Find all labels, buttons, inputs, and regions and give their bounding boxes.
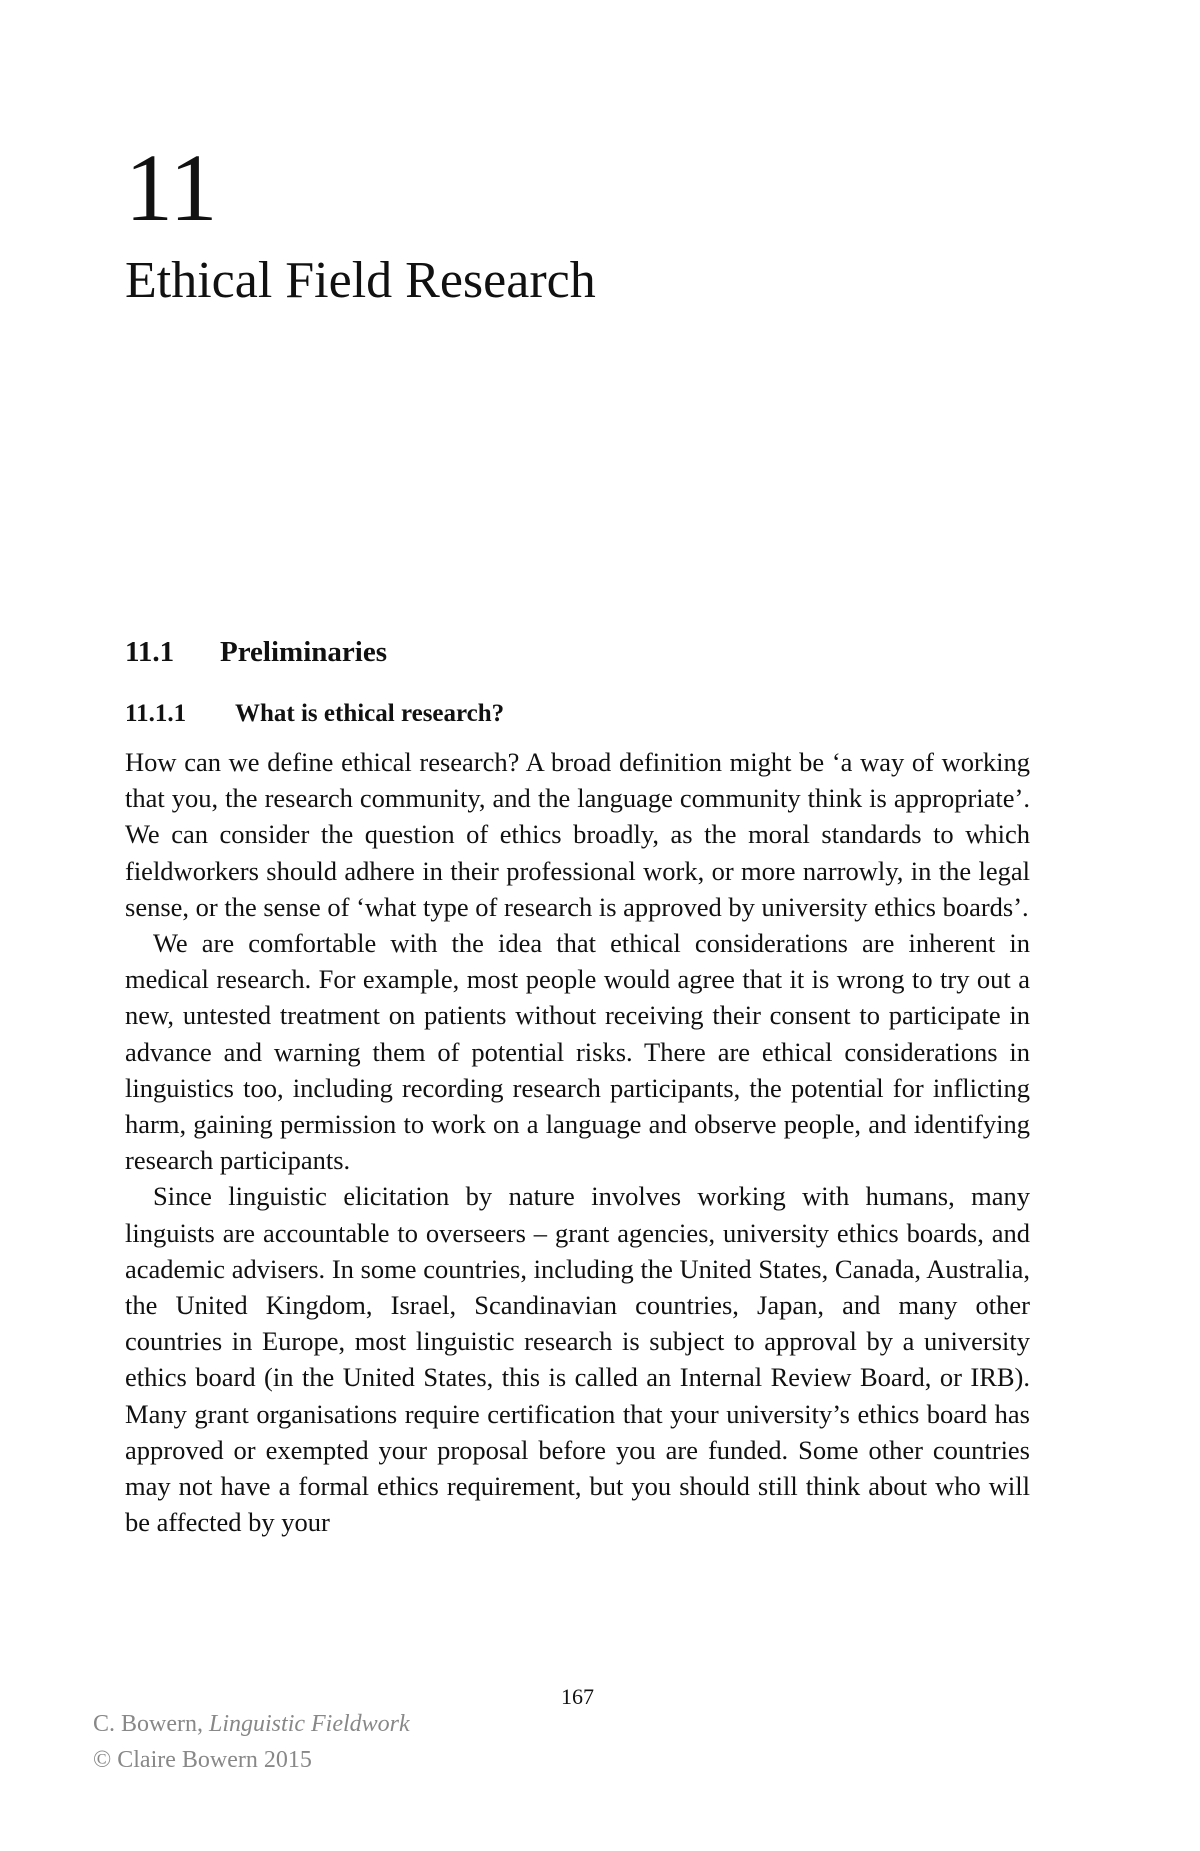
citation-line	[93, 1706, 410, 1742]
citation-book-title: Linguistic Fieldwork	[209, 1711, 410, 1737]
copyright-notice: © Claire Bowern 2015	[93, 1747, 312, 1773]
section-heading	[125, 636, 387, 669]
page-number: 167	[561, 1684, 594, 1709]
citation-author: C. Bowern,	[93, 1711, 203, 1737]
section-number: 11.1	[125, 636, 175, 668]
body-text	[125, 744, 1030, 1540]
chapter-number: 11	[125, 134, 218, 241]
paragraph: We are comfortable with the idea that ethical considerations are inherent in medical research. For example, most people would agree that it is wrong to try out a new, untested treatment on patients without receiving their consent to participate in advance and warning them of potential risks. There are ethical considerations in linguistics too, including recording research participants, the potential for inflicting harm, gaining permission to work on a language and observe people, and identifying research participants.	[125, 928, 1030, 1176]
section-title: Preliminaries	[220, 636, 387, 668]
subsection-number: 11.1.1	[125, 700, 187, 727]
paragraph: How can we define ethical research? A broad definition might be ‘a way of working that you, the research community, and the language community think is appropriate’. We can consider the question of ethics broadly, as the moral standards to which fieldworkers should adhere in their professional work, or more narrowly, in the legal sense, or the sense of ‘what type of research is approved by university ethics boards’.	[125, 747, 1030, 922]
subsection-title: What is ethical research?	[235, 700, 505, 727]
footer-citation	[93, 1706, 410, 1778]
subsection-heading	[125, 700, 504, 728]
chapter-title: Ethical Field Research	[125, 252, 596, 309]
paragraph: Since linguistic elicitation by nature involves working with humans, many linguists are accountable to overseers – grant agencies, university ethics boards, and academic advisers. In some countries, including the United States, Canada, Australia, the United Kingdom, Israel, Scandinavian countries, Japan, and many other countries in Europe, most linguistic research is subject to approval by a university ethics board (in the United States, this is called an Internal Review Board, or IRB). Many grant organisations require certification that your university’s ethics board has approved or exempted your proposal before you are funded. Some other countries may not have a formal ethics requirement, but you should still think about who will be affected by your	[125, 1181, 1030, 1538]
